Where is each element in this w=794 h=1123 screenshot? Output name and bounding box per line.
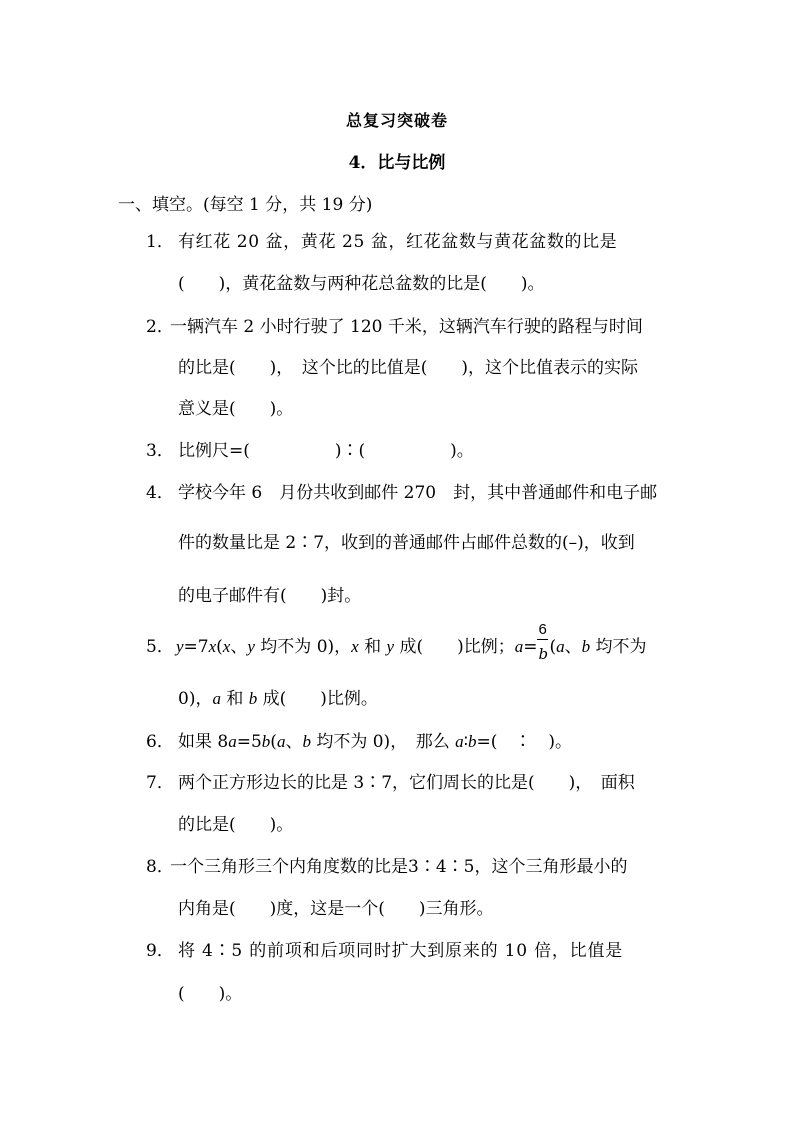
question-4-line-1: 学校今年 6 月份共收到邮件 270 封，其中普通邮件和电子邮 xyxy=(178,483,658,503)
question-8-line-1: 一个三角形三个内角度数的比是3∶4∶5，这个三角形最小的 xyxy=(170,857,628,877)
chapter-title: 4．比与比例 xyxy=(348,153,446,173)
question-4-line-3: 的电子邮件有( )封。 xyxy=(178,586,362,606)
question-number: 9． xyxy=(146,941,174,961)
question-5-line-2: 0)，a 和 b 成( )比例。 xyxy=(178,689,378,709)
question-2-line-1: 一辆汽车 2 小时行驶了 120 千米，这辆汽车行驶的路程与时间 xyxy=(170,317,643,337)
question-4-line-2: 件的数量比是 2∶7，收到的普通邮件占邮件总数的(–)，收到 xyxy=(178,533,635,553)
question-2-line-3: 意义是( )。 xyxy=(178,399,294,419)
page-title: 总复习突破卷 xyxy=(345,111,448,130)
question-1-line-1: 有红花 20 盆，黄花 25 盆，红花盆数与黄花盆数的比是 xyxy=(178,232,618,252)
question-3-line-1: 比例尺=( )∶( )。 xyxy=(178,441,474,461)
section-heading: 一、填空。(每空 1 分，共 19 分) xyxy=(118,195,373,215)
question-number: 1． xyxy=(146,232,174,252)
question-number: 8． xyxy=(146,857,174,877)
question-number: 7． xyxy=(146,773,174,793)
question-1-line-2: ( )，黄花盆数与两种花总盆数的比是( )。 xyxy=(178,274,545,294)
question-6-line-1: 如果 8a=5b(a、b 均不为 0)， 那么 a∶b=( ∶ )。 xyxy=(178,732,573,752)
question-2-line-2: 的比是( )， 这个比的比值是( )，这个比值表示的实际 xyxy=(178,358,639,378)
question-5-line-1: y=7x(x、y 均不为 0)，x 和 y 成( )比例；a= $\frac{6}{b}$ (a、b 均不为 xyxy=(176,620,647,663)
question-number: 2． xyxy=(146,317,174,337)
question-7-line-1: 两个正方形边长的比是 3∶7，它们周长的比是( )， 面积 xyxy=(178,773,635,793)
question-9-line-1: 将 4∶5 的前项和后项同时扩大到原来的 10 倍，比值是 xyxy=(178,941,624,961)
question-9-line-2: ( )。 xyxy=(178,984,243,1004)
question-number: 3． xyxy=(146,441,174,461)
question-number: 4． xyxy=(146,483,174,503)
question-7-line-2: 的比是( )。 xyxy=(178,815,294,835)
question-number: 5． xyxy=(146,637,174,657)
question-number: 6． xyxy=(146,732,174,752)
question-8-line-2: 内角是( )度，这是一个( )三角形。 xyxy=(178,899,494,919)
fraction-6-over-b: $\frac{6}{b}$ xyxy=(538,620,549,663)
